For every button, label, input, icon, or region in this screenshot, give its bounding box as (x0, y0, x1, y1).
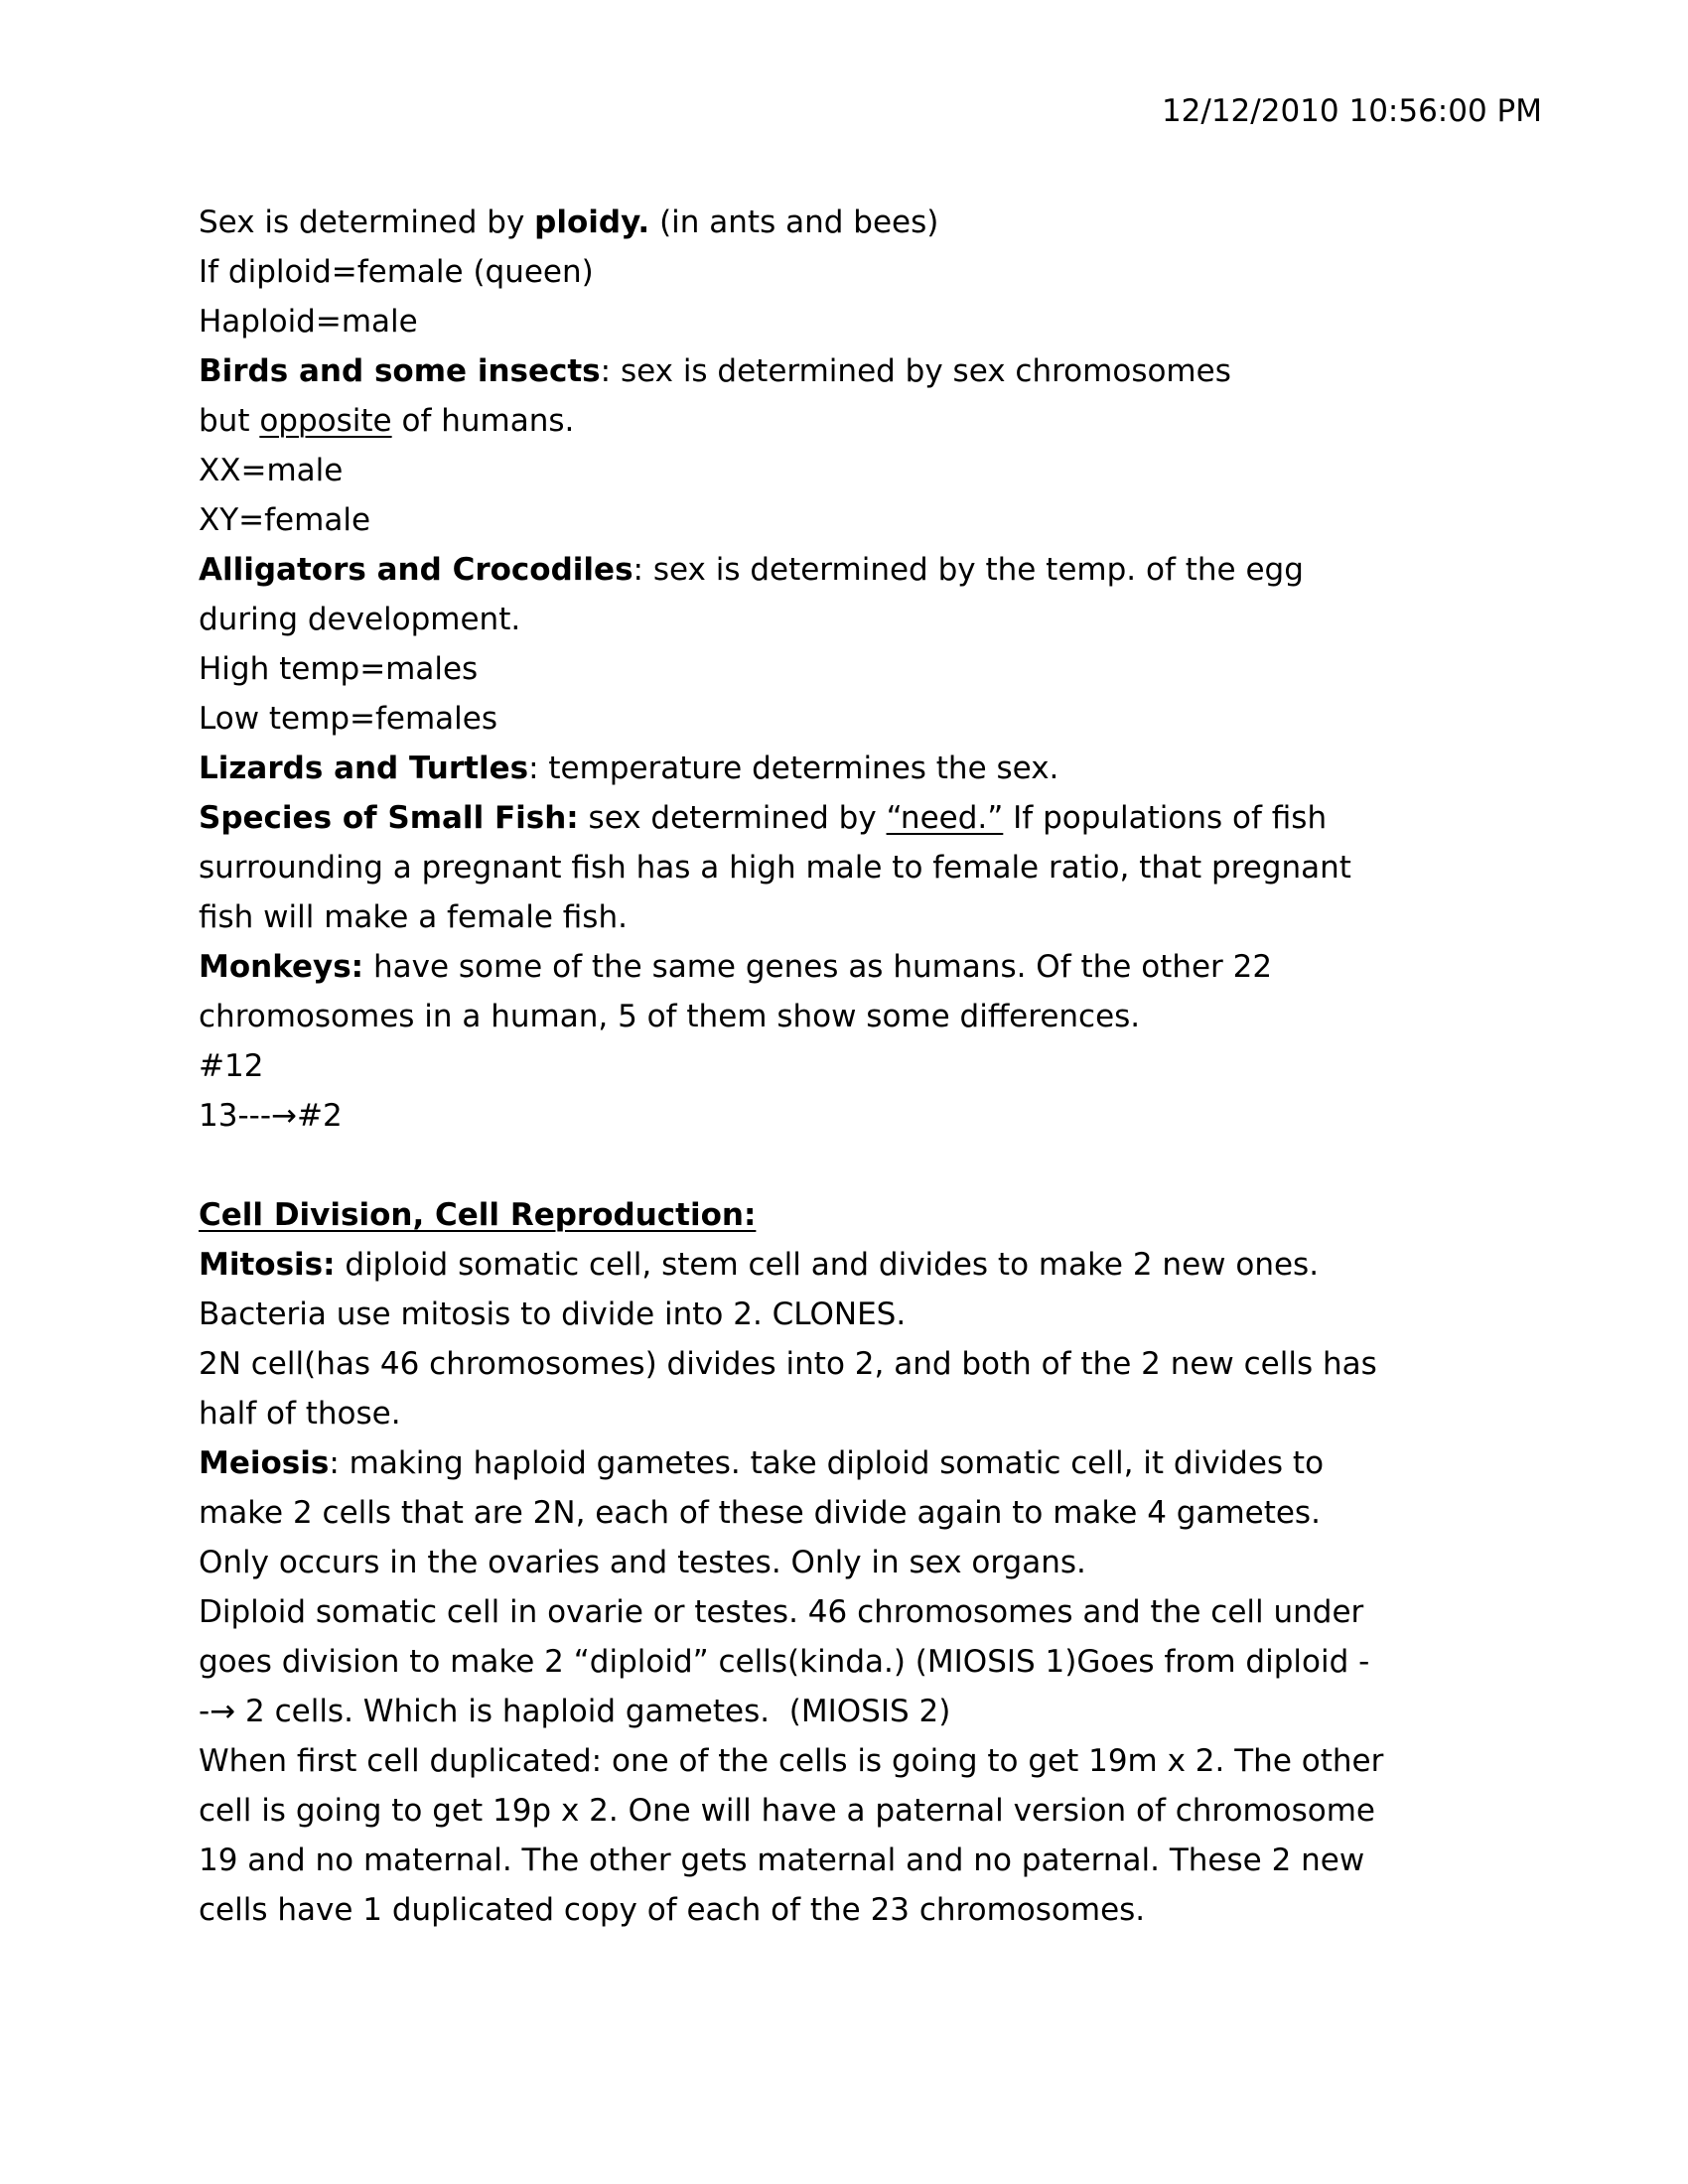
text-segment: half of those. (199, 1396, 401, 1432)
text-line (199, 992, 1383, 1041)
text-segment: Bacteria use mitosis to divide into 2. CLONES. (199, 1297, 907, 1332)
text-segment: sex determined by (578, 800, 887, 836)
text-line (199, 1687, 1383, 1736)
text-line (199, 1190, 1383, 1240)
text-line (199, 1041, 1383, 1091)
text-segment: Haploid=male (199, 304, 418, 340)
text-line (199, 495, 1383, 545)
text-segment: When first cell duplicated: one of the cells is going to get 19m x 2. The other (199, 1743, 1384, 1779)
text-line (199, 446, 1383, 495)
text-segment: fish will make a female fish. (199, 899, 628, 935)
text-segment: Birds and some insects (199, 353, 601, 389)
document-body (199, 198, 1383, 1935)
text-segment: If diploid=female (queen) (199, 254, 594, 290)
text-line (199, 297, 1383, 346)
text-segment: High temp=males (199, 651, 479, 687)
text-segment: Only occurs in the ovaries and testes. Only in sex organs. (199, 1545, 1086, 1580)
text-line (199, 595, 1383, 644)
text-segment: XX=male (199, 453, 344, 488)
text-line (199, 942, 1383, 992)
text-line (199, 247, 1383, 297)
text-line (199, 1141, 1383, 1190)
text-segment: ploidy. (534, 205, 650, 240)
text-line (199, 1885, 1383, 1935)
text-segment: Species of Small Fish: (199, 800, 579, 836)
text-segment: Mitosis: (199, 1247, 336, 1283)
text-line (199, 1538, 1383, 1587)
text-line (199, 1240, 1383, 1290)
text-segment: If populations of fish (1003, 800, 1328, 836)
text-line (199, 1438, 1383, 1488)
text-segment: (in ants and bees) (649, 205, 939, 240)
text-line (199, 744, 1383, 793)
text-segment: cells have 1 duplicated copy of each of the 23 chromosomes. (199, 1892, 1146, 1928)
text-line (199, 1786, 1383, 1836)
text-line (199, 1091, 1383, 1141)
text-segment: have some of the same genes as humans. Of the other 22 (363, 949, 1273, 985)
text-line (199, 1587, 1383, 1637)
text-segment: : sex is determined by sex chromosomes (600, 353, 1231, 389)
text-line (199, 843, 1383, 892)
text-segment: Low temp=females (199, 701, 497, 737)
text-segment: XY=female (199, 502, 371, 538)
text-segment: 19 and no maternal. The other gets maternal and no paternal. These 2 new (199, 1843, 1365, 1878)
text-segment: of humans. (391, 403, 575, 439)
text-segment: chromosomes in a human, 5 of them show some differences. (199, 999, 1141, 1034)
text-segment: during development. (199, 602, 521, 637)
text-segment: goes division to make 2 “diploid” cells(kinda.) (MIOSIS 1)Goes from diploid - (199, 1644, 1370, 1680)
text-segment: “need.” (886, 800, 1004, 836)
text-segment: but (199, 403, 260, 439)
text-segment: 2N cell(has 46 chromosomes) divides into 2, and both of the 2 new cells has (199, 1346, 1377, 1382)
text-line (199, 1836, 1383, 1885)
text-segment: cell is going to get 19p x 2. One will have a paternal version of chromosome (199, 1793, 1375, 1829)
text-line (199, 1389, 1383, 1438)
text-line (199, 1488, 1383, 1538)
text-line (199, 892, 1383, 942)
text-segment: Diploid somatic cell in ovarie or testes. 46 chromosomes and the cell under (199, 1594, 1364, 1630)
text-segment: Monkeys: (199, 949, 364, 985)
text-line (199, 694, 1383, 744)
text-line (199, 1637, 1383, 1687)
text-segment: : making haploid gametes. take diploid somatic cell, it divides to (329, 1445, 1325, 1481)
text-line (199, 1290, 1383, 1339)
text-segment: Sex is determined by (199, 205, 535, 240)
text-line (199, 396, 1383, 446)
text-segment: Meiosis (199, 1445, 330, 1481)
text-line (199, 545, 1383, 595)
text-segment: : sex is determined by the temp. of the egg (633, 552, 1304, 588)
text-segment: opposite (259, 403, 392, 439)
text-segment: 13---→#2 (199, 1098, 343, 1134)
text-segment: : temperature determines the sex. (528, 751, 1059, 786)
text-segment: surrounding a pregnant fish has a high male to female ratio, that pregnant (199, 850, 1351, 886)
text-segment: diploid somatic cell, stem cell and divides to make 2 new ones. (335, 1247, 1320, 1283)
text-line (199, 198, 1383, 247)
timestamp: 12/12/2010 10:56:00 PM (1161, 93, 1542, 129)
text-segment: Cell Division, Cell Reproduction: (199, 1197, 757, 1233)
text-segment: Lizards and Turtles (199, 751, 529, 786)
text-line (199, 793, 1383, 843)
text-line (199, 644, 1383, 694)
text-segment: -→ 2 cells. Which is haploid gametes. (MIOSIS 2) (199, 1694, 951, 1729)
text-line (199, 1736, 1383, 1786)
text-segment: make 2 cells that are 2N, each of these divide again to make 4 gametes. (199, 1495, 1321, 1531)
text-segment: #12 (199, 1048, 264, 1084)
text-line (199, 1339, 1383, 1389)
text-segment: Alligators and Crocodiles (199, 552, 633, 588)
text-line (199, 346, 1383, 396)
